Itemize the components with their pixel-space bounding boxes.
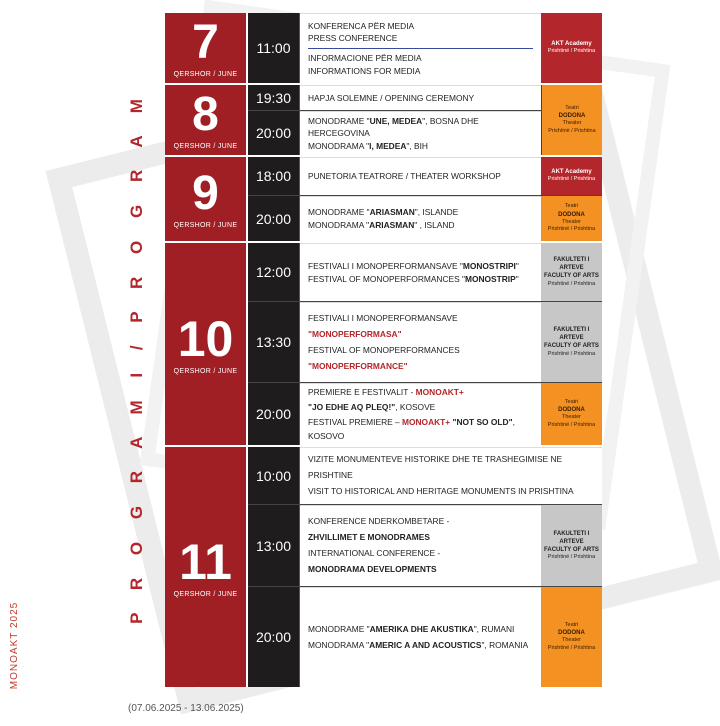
slot-time: 11:00 xyxy=(248,13,300,83)
day-7 xyxy=(165,13,602,85)
slot-description: VIZITE MONUMENTEVE HISTORIKE DHE TE TRASHEGIMISE NE PRISHTINE VISIT TO HISTORICAL AND HERITAGE MONUMENTS IN PRISHTINA xyxy=(300,447,602,504)
schedule-slot xyxy=(248,13,602,83)
slot-time: 20:00 xyxy=(248,196,300,241)
month-label: QERSHOR / JUNE xyxy=(173,367,238,375)
slot-time: 20:00 xyxy=(248,111,300,155)
venue-badge: AKT Academy Prishtinë / Prishtina xyxy=(541,157,602,195)
slot-description: FESTIVALI I MONOPERFORMANSAVE "MONOSTRIPI" FESTIVAL OF MONOPERFORMANCES "MONOSTRIP" xyxy=(300,243,541,301)
slot-time: 12:00 xyxy=(248,243,300,301)
slot-description: MONODRAME "UNE, MEDEA", BOSNA DHE HERCEGOVINA MONODRAMA "I, MEDEA", BIH xyxy=(300,111,541,155)
month-label: QERSHOR / JUNE xyxy=(173,590,238,598)
day-number-block xyxy=(165,85,248,155)
slot-time: 20:00 xyxy=(248,383,300,445)
day-number-block xyxy=(165,447,248,687)
day-9 xyxy=(165,157,602,243)
slot-description: KONFERENCA PËR MEDIA PRESS CONFERENCE INFORMACIONE PËR MEDIA INFORMATIONS FOR MEDIA xyxy=(300,13,541,83)
month-label: QERSHOR / JUNE xyxy=(173,142,238,150)
schedule-slot xyxy=(248,383,602,445)
slot-description: MONODRAME "ARIASMAN", ISLANDE MONODRAMA "ARIASMAN" , ISLAND xyxy=(300,196,541,241)
day-number: 7 xyxy=(192,15,219,69)
venue-badge: AKT Academy Prishtinë / Prishtina xyxy=(541,13,602,83)
schedule-slot xyxy=(248,447,602,505)
day-number: 8 xyxy=(192,87,219,141)
slot-description: HAPJA SOLEMNE / OPENING CEREMONY xyxy=(300,85,541,110)
schedule-slot xyxy=(248,157,602,196)
program-side-title: P R O G R A M I / P R O G R A M xyxy=(127,90,146,624)
venue-badge: Teatri DODONA Theater Prishtinë / Prishtina xyxy=(541,196,602,241)
venue-badge: FAKULTETI I ARTEVE FACULTY OF ARTS Prishtinë / Prishtina xyxy=(541,243,602,301)
slot-time: 10:00 xyxy=(248,447,300,504)
month-label: QERSHOR / JUNE xyxy=(173,221,238,229)
venue-badge: Teatri DODONA Theater Prishtinë / Prishtina xyxy=(541,383,602,445)
schedule-slot xyxy=(248,196,602,241)
schedule-slot xyxy=(248,587,602,687)
day-10 xyxy=(165,243,602,447)
venue-badge: FAKULTETI I ARTEVE FACULTY OF ARTS Prishtinë / Prishtina xyxy=(541,505,602,586)
slot-description: FESTIVALI I MONOPERFORMANSAVE "MONOPERFORMASA" FESTIVAL OF MONOPERFORMANCES "MONOPERFORMANCE" xyxy=(300,302,541,382)
schedule-slot xyxy=(248,111,541,155)
slot-description: PUNETORIA TEATRORE / THEATER WORKSHOP xyxy=(300,157,541,195)
slot-time: 13:30 xyxy=(248,302,300,382)
schedule-slot xyxy=(248,85,541,111)
schedule-slot xyxy=(248,243,602,302)
day-number-block xyxy=(165,157,248,241)
venue-badge: Teatri DODONA Theater Prishtinë / Prishtina xyxy=(541,587,602,687)
slot-description: KONFERENCE NDERKOMBETARE - ZHVILLIMET E MONODRAMES INTERNATIONAL CONFERENCE - MONODRAMA DEVELOPMENTS xyxy=(300,505,541,586)
venue-badge: Teatri DODONA Theater Prishtinë / Prishtina xyxy=(541,85,602,155)
month-label: QERSHOR / JUNE xyxy=(173,70,238,78)
day-number: 9 xyxy=(192,166,219,220)
day-number: 11 xyxy=(179,533,232,590)
brand-label: MONOAKT 2025 xyxy=(9,601,21,689)
divider-line xyxy=(308,48,533,49)
slot-time: 18:00 xyxy=(248,157,300,195)
day-number: 10 xyxy=(177,310,234,367)
day-11 xyxy=(165,447,602,687)
festival-dates: (07.06.2025 - 13.06.2025) xyxy=(128,703,244,714)
schedule-slot xyxy=(248,302,602,383)
venue-badge: FAKULTETI I ARTEVE FACULTY OF ARTS Prishtinë / Prishtina xyxy=(541,302,602,382)
slot-time: 20:00 xyxy=(248,587,300,687)
day-8 xyxy=(165,85,602,157)
slot-description: MONODRAME "AMERIKA DHE AKUSTIKA", RUMANI MONODRAMA "AMERIC A AND ACOUSTICS", ROMANIA xyxy=(300,587,541,687)
day-number-block xyxy=(165,243,248,445)
slot-time: 19:30 xyxy=(248,85,300,110)
slot-description: PREMIERE E FESTIVALIT - MONOAKT+ "JO EDHE AQ PLEQ!", KOSOVE FESTIVAL PREMIERE – MONOAKT+ "NOT SO OLD", KOSOVO xyxy=(300,383,541,445)
program-schedule xyxy=(165,13,602,687)
slot-time: 13:00 xyxy=(248,505,300,586)
day-number-block xyxy=(165,13,248,83)
schedule-slot xyxy=(248,505,602,587)
